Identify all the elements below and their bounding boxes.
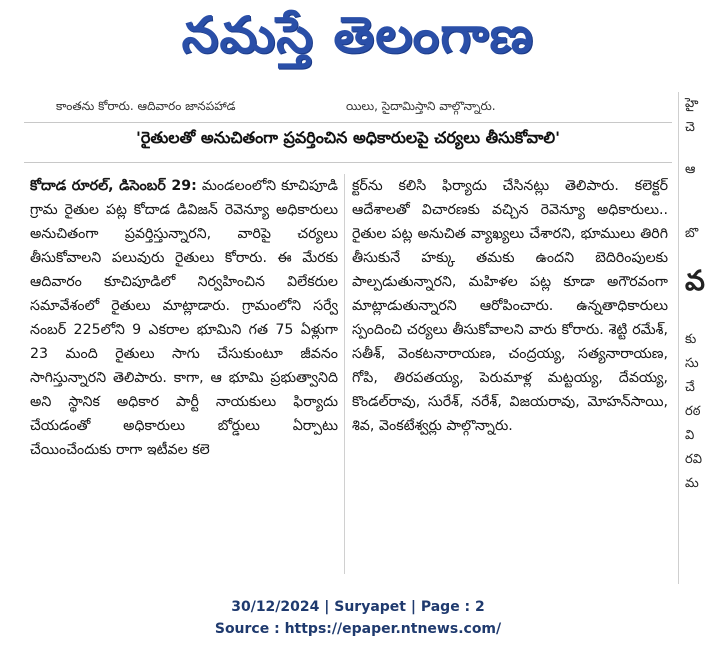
source-footer xyxy=(0,596,716,640)
edge-line: బొ xyxy=(685,226,699,241)
edge-line: చే xyxy=(685,380,695,395)
edge-line: సు xyxy=(685,356,699,371)
article-column-right xyxy=(352,174,668,438)
headline-divider xyxy=(24,162,672,163)
edge-line: ఆ xyxy=(685,162,696,177)
edge-headline: వ xyxy=(685,264,705,297)
top-divider xyxy=(24,122,672,123)
previous-article-fragment-left: కాంతను కోరారు. ఆదివారం జానపహాడ xyxy=(56,99,236,113)
newspaper-masthead xyxy=(0,0,716,82)
edge-line: హై xyxy=(685,96,699,111)
article-body-right: క్టర్‌ను కలిసి ఫిర్యాదు చేసినట్లు తెలిపారు. కలెక్టర్ ఆదేశాలతో విచారణకు వచ్చిన రెవెన్యూ అధికారులు.. రైతుల పట్ల అనుచిత వ్యాఖ్యలు చేశారని, భూములు తిరిగి తీసుకునే హక్కు తమకు ఉందని బెదిరింపులకు పాల్పడుతున్నారని, మహిళల పట్ల కూడా అగౌరవంగా మాట్లాడుతున్నారని ఆరోపించారు. ఉన్నతాధికారులు స్పందించి చర్యలు తీసుకోవాలని వారు కోరారు. శెట్టి రమేశ్, సతీశ్, వెంకటనారాయణ, చంద్రయ్య, సత్యనారాయణ, గోపి, తిరపతయ్య, పెరుమాళ్ల మట్టయ్య, దేవయ్య, కొండల్‌రావు, సురేశ్, నరేశ్, విజయరావు, మోహన్‌సాయి, శివ, వెంకటేశ్వర్లు పాల్గొన్నారు. xyxy=(352,178,668,434)
masthead-title: నమస్తే తెలంగాణ xyxy=(181,5,535,64)
edge-line: రఠ xyxy=(685,404,701,419)
footer-source-link: Source : https://epaper.ntnews.com/ xyxy=(214,621,502,637)
edge-line: మ xyxy=(685,476,699,491)
newspaper-clipping xyxy=(0,92,716,584)
adjacent-article-edge xyxy=(678,92,716,584)
footer-date-edition: 30/12/2024 | Suryapet | Page : 2 xyxy=(231,599,485,615)
previous-article-fragment-right: యిలు, సైదామిస్తాని వాల్గొన్నారు. xyxy=(346,99,496,113)
edge-line: రవి xyxy=(685,452,702,467)
edge-line: చె xyxy=(685,120,695,135)
article-headline: 'రైతులతో అనుచితంగా ప్రవర్తించిన అధికారులపై చర్యలు తీసుకోవాలి' xyxy=(135,128,561,147)
previous-article-strip xyxy=(24,92,674,120)
edge-line: కు xyxy=(685,332,697,347)
article-dateline: కోదాడ రూరల్, డిసెంబర్ 29: xyxy=(30,178,197,194)
article-column-left xyxy=(30,174,338,462)
edge-line: వి xyxy=(685,428,695,443)
article-body-left: మండలంలోని కూచిపూడి గ్రామ రైతుల పట్ల కోదాడ డివిజన్ రెవెన్యూ అధికారులు అనుచితంగా ప్రవర్తిస్తున్నారని, వారిపై చర్యలు తీసుకోవాలని పలువురు రైతులు కోరారు. ఈ మేరకు ఆదివారం కూచిపూడిలో నిర్వహించిన విలేకరుల సమావేశంలో రైతులు మాట్లాడారు. గ్రామంలోని సర్వే నంబర్ 225లోని 9 ఎకరాల భూమిని గత 75 ఏళ్లుగా 23 మంది రైతులు సాగు చేసుకుంటూ జీవనం సాగిస్తున్నారని తెలిపారు. కాగా, ఆ భూమి ప్రభుత్వానిది అని స్థానిక అధికార పార్టీ నాయకులు ఫిర్యాదు చేయడంతో అధికారులు బోర్డులు ఏర్పాటు చేయించేందుకు రాగా ఇటీవల కలె xyxy=(30,178,338,458)
column-divider xyxy=(344,174,345,574)
